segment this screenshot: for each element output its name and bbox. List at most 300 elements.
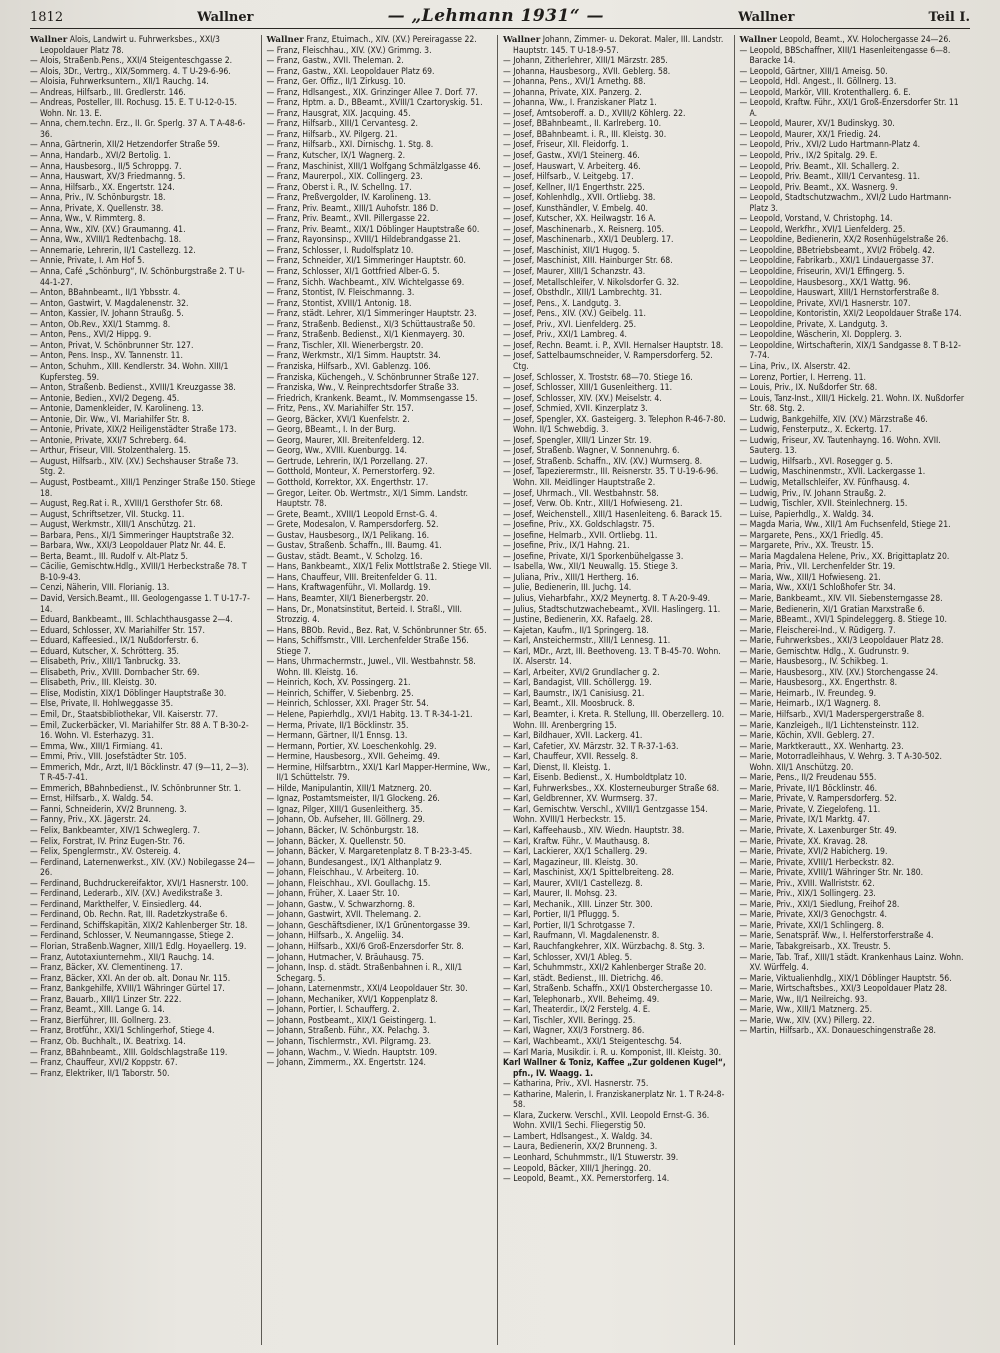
directory-entry: — Franz, Hilfsarb., XV. Pilgerg. 21. [266,129,398,140]
directory-entry: — Luise, Papierhdlg., X. Waldg. 34. [739,509,874,520]
directory-entry: — Marie, Private, XVI/2 Habicherg. 19. [739,847,888,858]
directory-entry: — Marie, Motorradleihhaus, V. Wehrg. 3. T A-30-502. Wohn. XII/1 Anschützg. 20. [739,752,942,773]
directory-entry: — Ferdinand, Buchdruckereifaktor, XVI/1 Hasnerstr. 100. [30,878,249,889]
directory-entry: — Leopold, Priv., IX/2 Spitalg. 29. E. [739,151,878,162]
directory-entry: — Anton, Straßenb. Bedienst., XVIII/1 Kreuzgasse 38. [30,383,236,394]
directory-entry: — Leopoldine, Friseurin, XVI/1 Effingerg. 5. [739,267,905,278]
directory-entry: — Elisabeth, Priv., XIII/1 Tanbruckg. 33. [30,657,181,668]
directory-entry: — Gotthold, Monteur, X. Pernerstorferg. 92. [266,467,435,478]
directory-entry: — Fanni, Schneiderin, XV/2 Brunneng. 3. [30,804,187,815]
directory-entry: — Johanna, Hausbesorg., XVII. Geblerg. 58. [503,66,671,77]
directory-entry: — Johann, Hilfsarb., XXI/6 Groß-Enzersdorfer Str. 8. [266,942,464,953]
directory-entry: — Franz, Priv. Beamt., XIX/1 Döblinger Hauptstraße 60. [266,224,480,235]
directory-entry: — Franz, Werkmstr., XI/1 Simm. Hauptstr. 34. [266,351,441,362]
directory-entry: — Franz, Bäcker, XV. Clementineng. 17. [30,963,183,974]
directory-entry: — Franz, Chauffeur, XVI/2 Koppstr. 67. [30,1058,178,1069]
directory-entry: — Franz, Priv. Beamt., XVII. Pillergasse 22. [266,214,430,225]
directory-entry: — Franz, Gastw., XXI. Leopoldauer Platz 69. [266,66,435,77]
directory-entry: — Margarete, Priv., XX. Treustr. 15. [739,541,874,552]
directory-entry: — Cenzi, Näherin, VIII. Florianig. 13. [30,583,170,594]
directory-entry: — Karl Maria, Musikdir. i. R. u. Komponist, III. Kleistg. 30. [503,1047,722,1058]
directory-entry: — Johann, Postbeamt., XIX/1 Geistingerg. 1. [266,1015,437,1026]
directory-entry: — Hans, Kraftwagenführ., VI. Mollardg. 19. [266,583,431,594]
directory-entry: — Marie, Tab. Traf., XIII/1 städt. Krankenhaus Lainz. Wohn. XV. Würffelg. 4. [739,952,964,974]
directory-entry: — Marie, Private, XVIII/1 Währinger Str. Nr. 180. [739,868,924,879]
directory-entry: — Kajetan, Kaufm., II/1 Springerg. 18. [503,625,649,636]
directory-entry: — Ferdinand, Ob. Rechn. Rat, III. Radetzkystraße 6. [30,910,228,921]
directory-entry: — Magda Maria, Ww., XII/1 Am Fuchsenfeld, Stiege 21. [739,520,951,531]
directory-entry: — Marie, Ww., XIII/1 Matznerg. 25. [739,1005,873,1016]
directory-entry: — Louis, Tanz-Inst., XIII/1 Hickelg. 21. Wohn. IX. Nußdorfer Str. 68. Stg. 2. [739,393,965,415]
directory-entry: — Marie, Private, XXI/3 Genochgstr. 4. [739,910,887,921]
directory-entry: — Franz, Sichh. Wachbeamt., XIV. Wichtelgasse 69. [266,277,465,288]
directory-entry: — Josef, Priv., XVI. Lienfelderg. 25. [503,319,637,330]
directory-entry: — Marie, Köchin, XVII. Geblerg. 27. [739,731,875,742]
directory-entry: — Karl, Fuhrwerksbes., XX. Klosterneuburger Straße 68. [503,783,720,794]
directory-entry: — Franz, Bäcker, XXI. An der ob. alt. Donau Nr. 115. [30,973,231,984]
directory-entry: — Leopold, Stadtschutzwachm., XVI/2 Ludo Hartmann-Platz 3. [739,193,952,214]
directory-entry: — Josefine, Priv., IX/1 Hahng. 21. [503,541,630,552]
directory-entry: — Marie, Private, V. Ziegelofeng. 11. [739,804,881,815]
directory-entry: — Leopoldine, Hausbesorg., XX/1 Wattg. 96. [739,277,911,288]
directory-entry: — Elisabeth, Priv., XVIII. Dornbacher Str. 69. [30,667,200,678]
directory-entry: — Anton, Privat, V. Schönbrunner Str. 127. [30,340,194,351]
directory-entry: — Anton, Schuhm., XIII. Kendlerstr. 34. Wohn. XIII/1 Kupfersteg. 59. [30,361,229,383]
directory-entry: — Franz, Hausgrat, XIX. Jacquing. 45. [266,108,411,119]
directory-entry: — Marie, Priv., XVIII. Wallriststr. 62. [739,878,875,889]
directory-entry: — Karl, Bandagist, VIII. Schöllergg. 19. [503,678,652,689]
directory-entry: — Ludwig, Friseur, XV. Tautenhayng. 16. Wohn. XVII. Sauterg. 13. [739,435,941,457]
directory-entry: — Josef, Maschinenarb., X. Reisnerg. 105. [503,224,664,235]
directory-entry: — Josef, Hauswart, V. Arbeiterg. 46. [503,161,641,172]
directory-entry: — Marie, Fuhrwerksbes., XXI/3 Leopoldauer Platz 28. [739,636,944,647]
directory-entry: — Martin, Hilfsarb., XX. Donaueschingenstraße 28. [739,1026,936,1037]
directory-entry: — Franz, Stontist, IV. Fleischmanng. 3. [266,288,415,299]
directory-entry: — Hans, Beamter, XII/1 Bienerbergstr. 20. [266,593,429,604]
directory-entry: — Andreas, Posteller, III. Rochusg. 15. E. T U-12-0-15. Wohn. Nr. 13. E. [30,98,237,119]
directory-entry: — Julius, Vieharbfahr., XX/2 Meynertg. 8. T A-20-9-49. [503,593,711,604]
header-title: — „Lehmann 1931“ — [387,6,605,26]
directory-entry: — Anton, Pens. Insp., XV. Tannenstr. 11. [30,351,183,362]
directory-entry: — Johann, Gastw., V. Schwarzhorng. 8. [266,899,415,910]
directory-entry: — Franz, Stontist, XVIII/1 Antonig. 18. [266,298,412,309]
directory-entry: — Johann, Gastwirt, XVII. Thelemang. 2. [266,910,422,921]
directory-entry: — Johann, Bundesangest., IX/1 Althanplatz 9. [266,857,442,868]
directory-entry: — Marie, Ww., XIV. (XV.) Pillerg. 22. [739,1015,875,1026]
directory-entry: — Hans, Schiffsmstr., VIII. Lerchenfelder Straße 156. Stiege 7. [266,636,469,657]
directory-entry: — Josef, Hilfsarb., V. Leitgebg. 17. [503,172,634,183]
directory-entry: — Karl, Dienst, II. Kleistg. 1. [503,762,611,773]
directory-entry: — Johann, Früher, X. Laaer Str. 10. [266,889,400,900]
directory-entry: — Anna, Ww., XIV. (XV.) Graumanng. 41. [30,224,186,235]
directory-entry: — Josef, Rechn. Beamt. i. P., XVII. Hernalser Hauptstr. 18. [503,340,724,351]
directory-entry: — Josef, Straßenb. Wagner, V. Sonnenuhrg. 6. [503,446,680,457]
directory-entry: — Hans, BBOb. Revid., Bez. Rat, V. Schönbrunner Str. 65. [266,625,487,636]
directory-entry: — Lambert, Hdlsangest., X. Waldg. 34. [503,1131,653,1142]
directory-entry: — Karl, Maschinist, XX/1 Spittelbreiteng. 28. [503,868,674,879]
directory-entry: — Maria Magdalena Helene, Priv., XX. Brigittaplatz 20. [739,551,950,562]
directory-entry: — Barbara, Ww., XXI/3 Leopoldauer Platz Nr. 44. E. [30,541,226,552]
directory-entry: — Marie, Senatspräf. Ww., I. Helferstorferstraße 4. [739,931,934,942]
directory-entry: — Leopold, Gärtner, XIII/1 Ameisg. 50. [739,66,888,77]
directory-entry: — Ludwig, Priv., IV. Johann Straußg. 2. [739,488,887,499]
directory-entry: — Johann, Wachm., V. Wiedn. Hauptstr. 109. [266,1047,438,1058]
directory-entry: — Anna, Ww., V. Rimmterg. 8. [30,214,146,225]
directory-entry: — Karl, Portier, II/1 Pfluggg. 5. [503,910,620,921]
directory-entry: — Julie, Bedienerin, III. Juchg. 14. [503,583,632,594]
directory-entry: — Grete, Modesalon, V. Rampersdorferg. 52. [266,520,439,531]
directory-entry: — Florian, Straßenb.Wagner, XIII/1 Edlg. Hoyaellerg. 19. [30,942,247,953]
directory-entry: — Antonie, Private, XXI/7 Schreberg. 64. [30,435,187,446]
directory-entry: — Anton, Kassier, IV. Johann Straußg. 5. [30,309,184,320]
directory-entry: Karl Wallner & Toniz, Kaffee „Zur goldenen Kugel“, pfn., IV. Waagg. 1. [503,1058,726,1079]
header-right-name: Wallner [738,10,795,25]
directory-entry: — Hermann, Gärtner, II/1 Ennsg. 13. [266,731,408,742]
directory-entry: — Leopoldine, Wäscherin, XI. Dopplerg. 3. [739,330,902,341]
directory-entry: — Johanna, Ww., I. Franziskaner Platz 1. [503,98,657,109]
directory-entry: — Karl, Geldbrenner, XV. Wurmserg. 37. [503,794,658,805]
directory-entry: — August, Reg.Rat i. R., XVIII/1 Gersthofer Str. 68. [30,499,223,510]
directory-entry: — Franz, Oberst i. R., IV. Schellng. 17. [266,182,412,193]
directory-entry: — Klara, Zuckerw. Verschl., XVII. Leopold Ernst-G. 36. Wohn. XVII/1 Sechi. Fliegerstig 50. [503,1110,710,1132]
directory-entry: — Josef, BBahnbeamt. i. R., III. Kleistg. 30. [503,129,667,140]
directory-entry: — Hermine, Hilfsarbtrn., XXI/1 Karl Mapper-Hermine, Ww., II/1 Schüttelstr. 79. [266,762,491,784]
directory-entry: — Ignaz, Postamtsmeister, II/1 Glockeng. 26. [266,794,440,805]
directory-entry: — Marie, BBeamt., XVI/1 Spindeleggerg. 8. Stiege 10. [739,615,947,626]
directory-entry: — Elise, Modistin, XIX/1 Döblinger Hauptstraße 30. [30,688,227,699]
directory-entry: — Georg, BBeamt., I. In der Burg. [266,425,396,436]
directory-entry: — Ferdinand, Markthelfer, V. Einsiedlerg. 44. [30,899,202,910]
directory-entry: — Franz, Schlosser, I. Rudolfsplatz 10. [266,245,414,256]
directory-entry: — Karl, Magazineur, III. Kleistg. 30. [503,857,639,868]
directory-entry: — Marie, Wirtschaftsbes., XXI/3 Leopoldauer Platz 28. [739,984,948,995]
directory-entry: — Ernst, Hilfsarb., X. Waldg. 54. [30,794,154,805]
directory-entry: — Barbara, Pens., XI/1 Simmeringer Hauptstraße 32. [30,530,234,541]
directory-entry: — Aloisia, Fuhrwerksuntern., XII/1 Rauchg. 14. [30,77,209,88]
directory-entry: — Emmerich, BBahnbedienst., IV. Schönbrunner Str. 1. [30,783,242,794]
directory-entry: — Annie, Private, I. Am Hof 5. [30,256,145,267]
directory-entry: — Ludwig, Fensterputz., X. Eckertg. 17. [739,425,892,436]
directory-entry: — Anna, Priv., IV. Schönburgstr. 18. [30,193,166,204]
directory-entry: — Josef, Schlosser, XIII/1 Gusenleitherg. 11. [503,383,673,394]
directory-entry: — Leopold, Markör, VIII. Krotenthallerg. 6. E. [739,87,911,98]
directory-entry: — Leopoldine, Private, X. Landgutg. 3. [739,319,888,330]
directory-entry: — Karl, Schlosser, XVI/1 Ableg. 5. [503,952,633,963]
directory-entry: — Marie, Private, II/1 Böcklinstr. 46. [739,783,878,794]
directory-entry: — Marie, Private, XXI/1 Schlingerg. 8. [739,920,884,931]
directory-entry: — Marie, Priv., XXI/1 Siedlung, Freihof 28. [739,899,900,910]
directory-entry: — Johann, Fleischhau., XVI. Goullachg. 15. [266,878,431,889]
page-number: 1812 [30,10,64,25]
directory-entry: — Ferdinand, Schlosser, V. Neumanngasse, Stiege 2. [30,931,234,942]
directory-entry: — Marie, Hausbesorg., XX. Engerthstr. 8. [739,678,898,689]
directory-entry: — Marie, Tabakgreisarb., XX. Treustr. 5. [739,942,891,953]
directory-entry: — Franz, Straßenb. Bedienst., XI/1 Kienmayerg. 30. [266,330,465,341]
directory-entry: — Ludwig, Bankgehilfe, XIV. (XV.) Märzstraße 46. [739,414,928,425]
directory-entry: — Josef, Amtsoberoff. a. D., XVIII/2 Köhlerg. 22. [503,108,686,119]
directory-entry: — Josef, Pens., X. Landgutg. 3. [503,298,622,309]
column-2 [261,35,498,1345]
directory-entry: — Grete, Beamt., XVIII/1 Leopold Ernst-G. 4. [266,509,438,520]
directory-entry: — Georg, Bäcker, XVI/1 Kuenfelstr. 2. [266,414,410,425]
directory-entry: — Heinrich, Schiffer, V. Siebenbrg. 25. [266,688,414,699]
directory-entry: — Marie, Private, V. Rampersdorferg. 52. [739,794,897,805]
directory-entry: — Gertrude, Lehrerin, IX/1 Porzellang. 27. [266,456,428,467]
directory-entry: — Josef, Friseur, XII. Fleidorfg. 1. [503,140,629,151]
directory-entry: Wallner Alois, Landwirt u. Fuhrwerksbes., XXI/3 Leopoldauer Platz 78. [30,35,220,56]
directory-entry: — Karl, Beamter, i. Kreta. R. Stellung, III. Oberzellerg. 10. Wohn. III. Arenbergring 15. [503,710,725,731]
directory-entry: — Franz, städt. Lehrer, XI/1 Simmeringer Hauptstr. 23. [266,309,477,320]
directory-entry: — Johann, Straßenb. Führ., XX. Pelachg. 3. [266,1026,430,1037]
columns-container [30,35,970,1345]
directory-entry: — Franz, Hdlsangest., XIX. Grinzinger Allee 7. Dorf. 77. [266,87,478,98]
directory-entry: — Anton, Ob.Rev., XXI/1 Stammg. 8. [30,319,171,330]
directory-entry: — Berta, Beamt., III. Rudolf v. Alt-Platz 5. [30,551,188,562]
directory-entry: — Karl, Mechanik., XIII. Linzer Str. 300. [503,899,653,910]
directory-entry: — Karl, Wagner, XXI/3 Forstnerg. 86. [503,1026,645,1037]
directory-entry: — Georg, Maurer, XII. Breitenfelderg. 12. [266,435,425,446]
directory-entry: — Josef, Maschinist, XII/1 Hugog. 5. [503,245,640,256]
directory-entry: — Emil, Zuckerbäcker, VI. Mariahilfer Str. 88 A. T B-30-2-16. Wohn. VI. Esterhazyg. 31. [30,720,249,742]
directory-entry: — Marie, Gemischtw. Hdlg., X. Gudrunstr. 9. [739,646,910,657]
directory-entry: — Hans, Uhrmachermstr., Juwel., VII. Westbahnstr. 58. Wohn. III. Kleistg. 16. [266,657,476,678]
directory-entry: — Leopold, Vorstand, V. Christophg. 14. [739,214,893,225]
directory-entry: — Emmerich, Mdr., Arzt, II/1 Böcklinstr. 47 (9—11, 2—3). T R-45-7-41. [30,762,249,784]
directory-entry: — Cäcilie, Gemischtw.Hdlg., XVIII/1 Herbeckstraße 78. T B-10-9-43. [30,562,247,583]
directory-entry: — Josef, Weichenstell., XIII/1 Hasenleiteng. 6. Barack 15. [503,509,723,520]
directory-entry: — Gregor, Leiter. Ob. Wertmstr., XI/1 Simm. Landstr. Hauptstr. 78. [266,488,468,510]
directory-entry: — Annemarie, Lehrerin, II/1 Castellezg. 12. [30,245,196,256]
directory-entry: — Leopold, Beamt., XX. Pernerstorferg. 14. [503,1174,670,1185]
directory-entry: — Marie, Private, XX. Kravag. 28. [739,836,868,847]
page-header [30,6,970,29]
directory-entry: — Josef, Kellner, II/1 Engerthstr. 225. [503,182,645,193]
directory-entry: — Karl, Straßenb. Schaffn., XXI/1 Obsterchergasse 10. [503,984,713,995]
directory-entry: — Franz, Straßenb. Bedienst., XI/3 Schüttaustraße 50. [266,319,476,330]
directory-entry: Wallner Leopold, Beamt., XV. Holochergasse 24—26. [739,35,951,45]
directory-entry: — Ferdinand, Schiffskapitän, XIX/2 Kahlenberger Str. 18. [30,920,248,931]
directory-entry: — Alois, 3Dr., Vertrg., XIX/Sommerg. 4. T U-29-6-96. [30,66,231,77]
directory-entry: — Johann, Bäcker, IV. Schönburgstr. 18. [266,826,419,837]
directory-entry: — Karl, Chauffeur, XVII. Resselg. 8. [503,752,639,763]
directory-entry: — Leopoldine, Wirtschafterin, XIX/1 Sandgasse 8. T B-12-7-74. [739,340,961,362]
directory-entry: — Josef, Gastw., XVI/1 Steinerg. 46. [503,151,640,162]
directory-entry: — Johann, Zitherlehrer, XIII/1 Märzstr. 285. [503,56,668,67]
directory-entry: — Leopold, Priv. Beamt., XX. Wasnerg. 9. [739,182,898,193]
directory-entry: — Johann, Mechaniker, XVI/1 Koppenplatz 8. [266,994,438,1005]
directory-entry: — Leonhard, Schuhmmstr., II/1 Stuwerstr. 39. [503,1152,679,1163]
directory-entry: — Leopoldine, BBetriebsbeamt., XVI/2 Fröbelg. 42. [739,245,935,256]
directory-entry: — Johann, Bäcker, X. Quellenstr. 50. [266,836,406,847]
directory-entry: — Franz, Bierführer, III. Gollnerg. 23. [30,1015,172,1026]
directory-entry: — Josef, Maurer, XIII/1 Schanzstr. 43. [503,267,646,278]
directory-entry: — Alois, Straßenb.Pens., XXI/4 Steigenteschgasse 2. [30,56,233,67]
directory-entry: — Anna, Hauswart, XV/3 Friedmanng. 5. [30,172,186,183]
directory-entry: — Karl, Ansteichermstr., XIII/1 Lennesg. 11. [503,636,671,647]
directory-entry: — Marie, Heimarb., IV. Freundeg. 9. [739,688,877,699]
directory-entry: — Anna, Hausbesorg., II/5 Schroppg. 7. [30,161,182,172]
directory-entry: — Gustav, Straßenb. Schaffn., III. Baumg. 41. [266,541,442,552]
column-4 [734,35,971,1345]
directory-entry: — Karl, Lackierer, XX/1 Schallerg. 29. [503,847,648,858]
directory-entry: — Josef, Pens., XIV. (XV.) Geibelg. 11. [503,309,646,320]
directory-entry: — Arthur, Friseur, VIII. Stolzenthalerg. 15. [30,446,191,457]
directory-entry: — Josef, Spengler, XIII/1 Linzer Str. 19. [503,435,652,446]
directory-entry: — Else, Private, II. Hohlweggasse 35. [30,699,174,710]
directory-entry: — Franz, Hilfsarb., XXI. Dirnischg. 1. Stg. 8. [266,140,434,151]
directory-entry: — Franz, Gastw., XVII. Theleman. 2. [266,56,404,67]
directory-entry: — Karl, Wachbeamt., XXI/1 Steigenteschg. 54. [503,1036,682,1047]
directory-entry: — Karl, Tischler, XVII. Beringg. 25. [503,1015,636,1026]
directory-entry: — Johann, Ob. Aufseher, III. Göllnerg. 29. [266,815,425,826]
directory-entry: — Franz, Kutscher, IX/1 Wagnerg. 2. [266,151,406,162]
directory-entry: — Franz, Hptm. a. D., BBeamt., XVIII/1 Czartoryskig. 51. [266,98,483,109]
directory-entry: — August, Schriftsetzer, VII. Stuckg. 11. [30,509,185,520]
directory-entry: — Karl, Eisenb. Bedienst., X. Humboldtplatz 10. [503,773,687,784]
directory-entry: — Josef, Maschinist, XIII. Hainburger Str. 68. [503,256,673,267]
directory-entry: Wallner Franz, Etuimach., XIV. (XV.) Pereiragasse 22. [266,35,477,45]
directory-entry: — Franz, Maurerpol., XIX. Collingerg. 23. [266,172,423,183]
directory-entry: — Felix, Spenglermstr., XV. Ostereig. 4. [30,847,181,858]
directory-entry: — Josefine, Private, XI/1 Sporkenbühelgasse 3. [503,551,684,562]
directory-entry: — Franz, Preßvergolder, IV. Karolineng. 13. [266,193,432,204]
directory-entry: — Helene, Papierhdlg., XVI/1 Habitg. 13. T R-34-1-21. [266,710,473,720]
directory-entry: — Marie, Heimarb., IX/1 Wagnerg. 8. [739,699,881,710]
column-1 [30,35,261,1345]
directory-entry: — Eduard, Bankbeamt., III. Schlachthausgasse 2—4. [30,615,233,626]
directory-entry: — Leopoldine, Kontoristin, XXI/2 Leopoldauer Straße 174. [739,309,962,320]
directory-entry: — Franz, Priv. Beamt., XIII/1 Auhofstr. 186 D. [266,203,439,214]
directory-entry: — Marie, Kanzleigeh., II/1 Lichtensteinstr. 112. [739,720,919,731]
directory-entry: — Johann, Tischlermstr., XVI. Pilgramg. 23. [266,1036,432,1047]
directory-entry: — Franz, Bauarb., XIII/1 Linzer Str. 222. [30,994,182,1005]
directory-entry: — Leopold, Priv., XVI/2 Ludo Hartmann-Platz 4. [739,140,921,151]
directory-entry: — Leopoldine, Private, XVI/1 Hasnerstr. 107. [739,298,911,309]
directory-entry: — Karl, Beamt., XII. Moosbruck. 8. [503,699,635,710]
directory-entry: — Josef, BBahnbeamt., II. Karlreberg. 10. [503,119,662,130]
directory-entry: — Hans, Bankbeamt., XIX/1 Felix Mottlstraße 2. Stiege VII. [266,562,492,573]
directory-entry: — Marie, Hausbesorg., XIV. (XV.) Storchengasse 24. [739,667,939,678]
directory-entry: — Marie, Fleischerei-Ind., V. Rüdigerg. 7. [739,625,896,636]
directory-entry: — Johann, Laternenmstr., XXI/4 Leopoldauer Str. 30. [266,984,468,995]
directory-entry: — Leopold, Priv. Beamt., XIII/1 Cervantesg. 11. [739,172,920,183]
directory-entry: — Georg, Ww., XVIII. Kuenburgg. 14. [266,446,407,457]
directory-entry: — Franziska, Küchengeh., V. Schönbrunner Straße 127. [266,372,479,383]
directory-entry: — Lorenz, Portier, I. Herreng. 11. [739,372,867,383]
directory-entry: — Katharine, Malerin, I. Franziskanerplatz Nr. 1. T R-24-8-58. [503,1089,725,1111]
directory-entry: — Maria, Priv., VII. Lerchenfelder Str. 19. [739,562,896,573]
directory-entry: — Karl, Telephonarb., XVII. Beheimg. 49. [503,994,660,1005]
header-part: Teil I. [928,10,970,25]
directory-entry: — Anna, Hilfsarb., XX. Engertstr. 124. [30,182,175,193]
directory-entry: — Eduard, Schlosser, XV. Mariahilfer Str. 157. [30,625,205,636]
directory-entry: — Franz, Ob. Buchhalt., IX. Beatrixg. 14. [30,1036,186,1047]
directory-entry: — Marie, Marktkerautt., XX. Wenhartg. 23. [739,741,904,752]
directory-entry: — Karl, Gemischtw. Verschl., XVIII/1 Gentzgasse 154. Wohn. XVIII/1 Herbeckstr. 15. [503,804,708,826]
directory-entry: — Leopoldine, Bedienerin, XX/2 Rosenhügelstraße 26. [739,235,949,246]
directory-entry: — Anna, Ww., XVIII/1 Redtenbachg. 18. [30,235,182,246]
directory-entry: — Johanna, Pens., XVI/1 Arnethg. 88. [503,77,646,88]
directory-entry: — Friedrich, Krankenk. Beamt., IV. Mommsengasse 15. [266,393,478,404]
directory-entry: — Marie, Bedienerin, XI/1 Gratian Marxstraße 6. [739,604,925,615]
directory-entry: — Franz, Maschinist, XIII/1 Wolfgang Schmälzlgasse 46. [266,161,481,172]
directory-entry: — Lina, Priv., IX. Alserstr. 42. [739,361,851,372]
directory-entry: — Franz, Ger. Offiz., II/1 Zirkusg. 10. [266,77,406,88]
directory-entry: — Ludwig, Metallschleifer, XV. Fünfhausg. 4. [739,477,910,488]
directory-entry: — Ignaz, Pilger, XIII/1 Gusenleitherg. 35. [266,804,423,815]
directory-entry: — Franz, Autotaxiunternehm., XII/1 Rauchg. 14. [30,952,215,963]
directory-entry: — Anna, Café „Schönburg“, IV. Schönburgstraße 2. T U-44-1-27. [30,267,245,288]
directory-entry: — Leopold, Hdl. Angest., II. Göllnerg. 13. [739,77,897,88]
directory-entry: — Johann, Geschäftsdiener, IX/1 Grünentorgasse 39. [266,920,471,931]
directory-entry: — Franziska, Hilfsarb., XVI. Gablenzg. 106. [266,361,431,372]
directory-entry: — Marie, Hausbesorg., IV. Schikbeg. 1. [739,657,889,668]
directory-entry: — Anna, Private, X. Quellenstr. 38. [30,203,164,214]
directory-entry: — Emmi, Priv., VIII. Josefstädter Str. 105. [30,752,187,763]
directory-entry: — Gustav, Hausbesorg., IX/1 Pelikang. 16. [266,530,430,541]
directory-entry: — Heinrich, Koch, XV. Possingerg. 21. [266,678,411,689]
directory-entry: — Herma, Private, II/1 Böcklinstr. 35. [266,720,409,731]
directory-entry: — Karl, Maurer, II. Mohsg. 23. [503,889,618,900]
directory-entry: — Franz, Schneider, XI/1 Simmeringer Hauptstr. 60. [266,256,466,267]
directory-entry: — Josef, Metallschleifer, V. Nikolsdorfer G. 32. [503,277,680,288]
directory-entry: — Ludwig, Maschinenmstr., XVII. Lackergasse 1. [739,467,926,478]
directory-entry: — Johann, Zimmerm., XX. Engertstr. 124. [266,1058,426,1069]
directory-entry: — August, Werkmstr., XIII/1 Anschützg. 21. [30,520,196,531]
directory-entry: — Johann, Hutmacher, V. Bräuhausg. 75. [266,952,424,963]
directory-entry: — Josef, Kohlenhdlg., XVII. Ortliebg. 38. [503,193,656,204]
directory-entry: — Margarete, Pens., XX/1 Friedlg. 45. [739,530,884,541]
directory-entry: — Josef, Kutscher, XX. Heilwagstr. 16 A. [503,214,656,225]
directory-entry: — Anton, Pens., XVI/2 Hippg. 9. [30,330,152,341]
directory-entry: — Hilde, Manipulantin, XIII/1 Matznerg. 20. [266,783,432,794]
directory-entry: — Ludwig, Tischler, XVII. Steinlechnerg. 15. [739,499,908,510]
directory-entry: — Maria, Ww., XIII/1 Hofwieseng. 21. [739,572,881,583]
directory-entry: — Josef, Verw. Ob. Kntr., XIII/1 Hofwieseng. 21. [503,499,683,510]
directory-entry: — Karl, Theaterdir., IX/2 Ferstelg. 4. E. [503,1005,651,1016]
directory-entry: — Johann, Fleischhau., V. Arbeiterg. 10. [266,868,419,879]
directory-entry: — Franz, Hilfsarb., XIII/1 Cervantesg. 2. [266,119,419,130]
directory-entry: — Josef, Schlosser, XIV. (XV.) Meiselstr. 4. [503,393,662,404]
directory-entry: — Marie, Priv., XIX/1 Sollingerg. 23. [739,889,876,900]
directory-entry: — Josef, Obsthdlr., XIII/1 Lambrechtg. 31. [503,288,663,299]
directory-entry: — Isabella, Ww., XII/1 Neuwallg. 15. Stiege 3. [503,562,678,573]
directory-entry: — Marie, Private, X. Laxenburger Str. 49. [739,826,897,837]
directory-entry: — Johanna, Private, XIX. Panzerg. 2. [503,87,642,98]
directory-entry: — Antonie, Private, XIX/2 Heiligenstädter Straße 173. [30,425,237,436]
directory-entry: — Josef, Uhrmach., VII. Westbahnstr. 58. [503,488,659,499]
directory-entry: — Karl, Baumstr., IX/1 Canisiusg. 21. [503,688,645,699]
directory-entry: — Franz, Fleischhau., XIV. (XV.) Grimmg. 3. [266,45,432,56]
directory-entry: — Gustav, städt. Beamt., V. Scholzg. 16. [266,551,423,562]
directory-entry: — Justine, Bedienerin, XX. Rafaelg. 28. [503,615,653,626]
directory-entry: — Anna, chem.techn. Erz., II. Gr. Sperlg. 37 A. T A-48-6-36. [30,119,246,140]
directory-entry: — Marie, Bankbeamt., XIV. VII. Siebensterngasse 28. [739,593,943,604]
directory-entry: — Felix, Bankbeamter, XIV/1 Schweglerg. 7. [30,826,200,837]
directory-entry: — Karl, Portier, II/1 Schrotgasse 7. [503,920,635,931]
directory-entry: — Hans, Dr., Monatsinstitut, Berteid. I. Straßl., VIII. Strozzig. 4. [266,604,463,626]
directory-entry: — Ferdinand, Laternenwerkst., XIV. (XV.) Nobilegasse 24—26. [30,857,255,879]
directory-entry: — Andreas, Hilfsarb., III. Gredlerstr. 146. [30,87,186,98]
directory-entry: — Leopoldine, Fabrikarb., XXI/1 Lindauergasse 37. [739,256,934,267]
directory-entry: — Franz, BBahnbeamt., XIII. Goldschlagstraße 119. [30,1047,228,1058]
directory-entry: — Karl, Schuhmmstr., XXI/2 Kahlenberger Straße 20. [503,963,707,974]
directory-entry: — Hermann, Portier, XV. Loeschenkohlg. 29. [266,741,437,752]
directory-entry: — Josefine, Helmarb., XVII. Ortliebg. 11. [503,530,658,541]
directory-entry: — Maria, Ww., XXI/1 Schloßhofer Str. 34. [739,583,896,594]
directory-entry: — Emma, Ww., XIII/1 Firmiang. 41. [30,741,163,752]
directory-entry: — Josef, Maschinenarb., XXI/1 Deublerg. 17. [503,235,674,246]
